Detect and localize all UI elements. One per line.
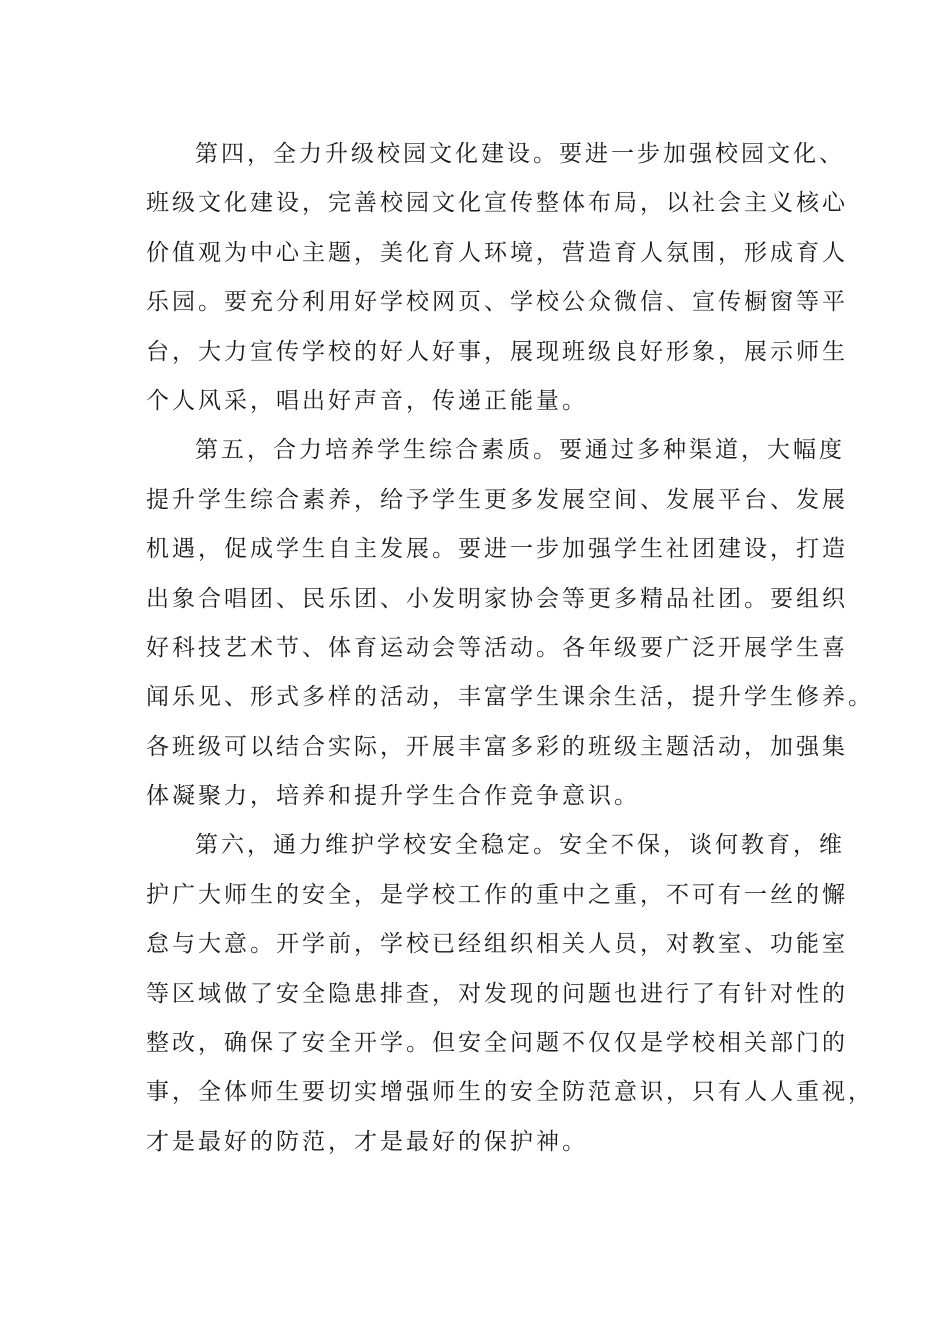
- paragraph-student-quality: [146, 426, 874, 821]
- paragraph-school-safety: [146, 821, 874, 1167]
- text-line: 好科技艺术节、体育运动会等活动。各年级要广泛开展学生喜: [146, 634, 848, 661]
- text-line: 事，全体师生要切实增强师生的安全防范意识，只有人人重视，: [146, 1079, 874, 1106]
- text-line: 闻乐见、形式多样的活动，丰富学生课余生活，提升学生修养。: [146, 684, 874, 711]
- text-line: 第五，合力培养学生综合素质。要通过多种渠道，大幅度: [195, 437, 845, 464]
- text-line: 乐园。要充分利用好学校网页、学校公众微信、宣传橱窗等平: [146, 289, 848, 316]
- text-line: 价值观为中心主题，美化育人环境，营造育人氛围，形成育人: [146, 239, 848, 266]
- text-line: 机遇，促成学生自主发展。要进一步加强学生社团建设，打造: [146, 536, 848, 563]
- text-line: 等区域做了安全隐患排查，对发现的问题也进行了有针对性的: [146, 980, 848, 1007]
- text-line: 怠与大意。开学前，学校已经组织相关人员，对教室、功能室: [146, 931, 848, 958]
- text-line: 提升学生综合素养，给予学生更多发展空间、发展平台、发展: [146, 486, 848, 513]
- text-line: 第六，通力维护学校安全稳定。安全不保，谈何教育，维: [195, 832, 845, 859]
- text-line: 台，大力宣传学校的好人好事，展现班级良好形象，展示师生: [146, 338, 848, 365]
- text-line: 体凝聚力，培养和提升学生合作竞争意识。: [146, 783, 640, 810]
- paragraph-campus-culture: [146, 130, 848, 426]
- text-line: 班级文化建设，完善校园文化宣传整体布局，以社会主义核心: [146, 190, 848, 217]
- text-line: 个人风采，唱出好声音，传递正能量。: [146, 387, 588, 414]
- text-line: 才是最好的防范，才是最好的保护神。: [146, 1128, 588, 1155]
- text-line: 第四，全力升级校园文化建设。要进一步加强校园文化、: [195, 141, 845, 167]
- text-line: 护广大师生的安全，是学校工作的重中之重，不可有一丝的懈: [146, 881, 848, 908]
- text-line: 各班级可以结合实际，开展丰富多彩的班级主题活动，加强集: [146, 733, 848, 760]
- text-line: 出象合唱团、民乐团、小发明家协会等更多精品社团。要组织: [146, 585, 848, 612]
- text-line: 整改，确保了安全开学。但安全问题不仅仅是学校相关部门的: [146, 1030, 848, 1057]
- document-body: [146, 130, 874, 1167]
